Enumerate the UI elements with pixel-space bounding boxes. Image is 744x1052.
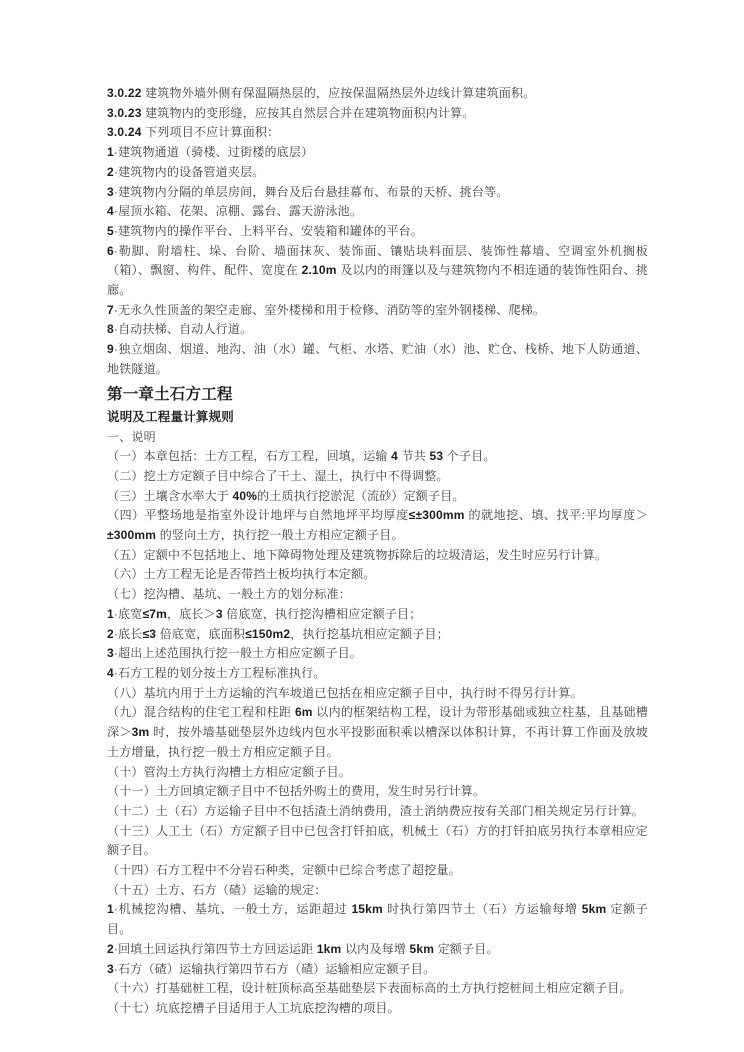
paragraph (107, 881, 648, 901)
text-run: 下列项目不应计算面积： (145, 125, 280, 140)
text-run: 时执行第四节土（石）方运输每增 (382, 902, 582, 917)
bold-text-run: 4 (107, 204, 114, 219)
text-run: （十六）打基础桩工程，设计桩顶标高至基础垫层下表面标高的土方执行挖桩间土相应定额子目。 (107, 981, 632, 996)
rules-subtitle (107, 407, 648, 428)
bold-text-run: ≤3 (142, 626, 157, 641)
bold-text-run: 5km (581, 902, 607, 917)
text-run: （六）土方工程无论是否带挡土板均执行本定额。 (107, 567, 376, 582)
text-run: （十三）人工土（石）方定额子目中已包含打钎拍底，机械土（石）方的打钎拍底另执行本章相应定额子目。 (107, 823, 648, 858)
paragraph (107, 782, 648, 802)
paragraph (107, 822, 648, 861)
paragraph (107, 163, 648, 183)
text-run: （十五）土方、石方（碴）运输的规定： (107, 882, 327, 897)
bold-text-run: 3.0.22 (107, 86, 146, 100)
bold-text-run: 2.10m (301, 263, 337, 278)
bold-text-run: 8 (107, 322, 114, 337)
text-run: ·建筑物内的设备管道夹层。 (113, 164, 265, 179)
bold-text-run: 53 (429, 449, 444, 464)
bold-text-run: 1km (316, 941, 342, 956)
bold-text-run: ≤7m (142, 606, 168, 621)
bold-text-run: ≤±300mm (408, 508, 465, 523)
paragraph (107, 900, 648, 939)
bold-text-run: 1 (107, 902, 114, 917)
paragraph (107, 644, 648, 664)
bold-text-run: 7 (107, 302, 114, 317)
text-run: 建筑物外墙外侧有保温隔热层的，应按保温隔热层外边线计算建筑面积。 (145, 86, 536, 100)
bold-text-run: 3 (107, 184, 114, 199)
paragraph (107, 143, 648, 163)
bold-text-run: 6 (107, 243, 114, 258)
bold-text-run: 5 (107, 223, 114, 238)
paragraph (107, 428, 648, 448)
paragraph (107, 960, 648, 980)
text-run: 节共 (398, 449, 430, 464)
text-run: ·独立烟囱、烟道、地沟、油（水）罐、气柜、水塔、贮油（水）池、贮仓、栈桥、地下人防通道、地铁隧道。 (107, 342, 648, 376)
text-run: 定额子目。 (434, 941, 499, 956)
bold-text-run: 1 (107, 606, 114, 621)
text-run: ·底长 (113, 626, 143, 641)
text-run: （十）管沟土方执行沟槽土方相应定额子目。 (107, 764, 352, 779)
text-run: ·建筑物通道（骑楼、过街楼的底层） (113, 145, 314, 160)
text-run: 定额子目。 (107, 902, 648, 937)
paragraph (107, 123, 648, 143)
paragraph (107, 202, 648, 222)
text-run: 以内及每增 (341, 941, 410, 956)
text-run: （十四）石方工程中不分岩石种类，定额中已综合考虑了超挖量。 (107, 863, 461, 878)
paragraph (107, 183, 648, 203)
text-run: （一）本章包括：土方工程，石方工程，回填，运输 (107, 449, 392, 464)
bold-text-run: 40% (232, 488, 258, 503)
text-run: （十一）土方回填定额子目中不包括外购土的费用，发生时另行计算。 (107, 784, 486, 799)
bold-text-run: 3 (215, 606, 223, 621)
bold-text-run: 2 (107, 164, 114, 179)
text-run: ·建筑物内分隔的单层房间，舞台及后台悬挂幕布、布景的天桥、挑台等。 (113, 184, 509, 199)
bold-text-run: 3.0.24 (107, 125, 146, 140)
text-run: （九）混合结构的住宅工程和柱距 (107, 705, 295, 720)
text-run: ，执行挖基坑相应定额子目； (290, 626, 449, 641)
bold-text-run: 15km (351, 902, 383, 917)
bold-text-run: 说明及工程量计算规则 (107, 409, 235, 424)
paragraph (107, 84, 648, 104)
paragraph (107, 487, 648, 507)
bold-text-run: 2 (107, 941, 114, 956)
text-run: 的就地挖、填、找平:平均厚度＞ (464, 508, 648, 523)
chapter-title (107, 382, 648, 407)
text-run: ·回填土回运执行第四节土方回运运距 (113, 941, 317, 956)
text-run: （三）土壤含水率大于 (107, 488, 233, 503)
paragraph (107, 320, 648, 340)
paragraph (107, 605, 648, 625)
paragraph (107, 999, 648, 1019)
text-run: ，底长＞ (167, 606, 216, 621)
paragraph (107, 664, 648, 684)
text-run: （二）挖土方定额子目中综合了干土、湿土，执行中不得调整。 (107, 468, 449, 483)
text-run: （八）基坑内用于土方运输的汽车坡道已包括在相应定额子目中，执行时不得另行计算。 (107, 685, 583, 700)
document-body (107, 84, 648, 1019)
text-run: ·自动扶梯、自动人行道。 (113, 322, 253, 337)
text-run: ·超出上述范围执行挖一般土方相应定额子目。 (113, 646, 363, 661)
paragraph (107, 763, 648, 783)
bold-text-run: 3.0.23 (107, 105, 146, 120)
text-run: 的土质执行挖淤泥（流砂）定额子目。 (257, 488, 465, 503)
text-run: ·无永久性顶盖的架空走廊、室外楼梯和用于检修、消防等的室外钢楼梯、爬梯。 (113, 302, 546, 317)
paragraph (107, 625, 648, 645)
text-run: 时，按外墙基础垫层外边线内包水平投影面积乘以槽深以体积计算，不再计算工作面及放坡土方增量，执行挖一般土方相应定额子目。 (107, 725, 649, 759)
paragraph (107, 467, 648, 487)
paragraph (107, 546, 648, 566)
text-run: 倍底宽，底面积 (156, 626, 246, 641)
paragraph (107, 506, 648, 545)
paragraph (107, 340, 648, 379)
paragraph (107, 447, 648, 467)
text-run: （十二）土（石）方运输子目中不包括渣土消纳费用，渣土消纳费应按有关部门相关规定另行计算。 (107, 803, 644, 818)
text-run: 个子目。 (443, 449, 496, 464)
paragraph (107, 979, 648, 999)
text-run: 一、说明 (107, 429, 156, 444)
bold-text-run: 6m (294, 705, 313, 720)
text-run: 倍底宽，执行挖沟槽相应定额子目； (222, 606, 422, 621)
bold-text-run: ≤150m2 (245, 626, 291, 641)
bold-text-run: 9 (107, 342, 114, 357)
paragraph (107, 242, 648, 301)
paragraph (107, 703, 648, 762)
text-run: 建筑物内的变形缝，应按其自然层合并在建筑物面积内计算。 (145, 105, 475, 120)
bold-text-run: 4 (107, 665, 114, 680)
text-run: ·屋顶水箱、花架、凉棚、露台、露天游泳池。 (113, 204, 363, 219)
bold-text-run: 4 (391, 449, 399, 464)
bold-text-run: 1 (107, 145, 114, 160)
text-run: ·机械挖沟槽、基坑、一般土方，运距超过 (113, 902, 352, 917)
bold-text-run: 3 (107, 646, 114, 661)
text-run: 的竖向土方，执行挖一般土方相应定额子目。 (156, 528, 404, 543)
text-run: 以内的框架结构工程，设计为带形基础或独立柱基，且基础槽深＞ (107, 705, 648, 740)
paragraph (107, 104, 648, 124)
paragraph (107, 585, 648, 605)
paragraph (107, 802, 648, 822)
text-run: （五）定额中不包括地上、地下障碍物处理及建筑物拆除后的垃圾清运，发生时应另行计算。 (107, 547, 608, 562)
text-run: ·石方（碴）运输执行第四节石方（碴）运输相应定额子目。 (113, 961, 436, 976)
bold-text-run: ±300mm (107, 528, 157, 543)
text-run: 及以内的雨篷以及与建筑物内不相连通的装饰性阳台、挑廊。 (107, 263, 648, 298)
text-run: ·勒脚、附墙柱、垛、台阶、墙面抹灰、装饰面、镶贴块料面层、装饰性幕墙、空调室外机搁板（箱）、飘窗、构件、配件、宽度在 (107, 243, 648, 278)
bold-text-run: 2 (107, 626, 114, 641)
paragraph (107, 301, 648, 321)
paragraph (107, 565, 648, 585)
text-run: ·建筑物内的操作平台、上料平台、安装箱和罐体的平台。 (113, 223, 424, 238)
text-run: ·石方工程的划分按土方工程标准执行。 (113, 665, 326, 680)
text-run: （四）平整场地是指室外设计地坪与自然地坪平均厚度 (107, 508, 409, 523)
text-run: （七）挖沟槽、基坑、一般土方的划分标准： (107, 587, 352, 602)
bold-text-run: 3 (107, 961, 114, 976)
text-run: ·底宽 (113, 606, 143, 621)
paragraph (107, 684, 648, 704)
paragraph (107, 940, 648, 960)
paragraph (107, 222, 648, 242)
bold-text-run: 第一章土石方工程 (107, 385, 233, 403)
text-run: （十七）坑底挖槽子目适用于人工坑底挖沟槽的项目。 (107, 1000, 400, 1015)
paragraph (107, 861, 648, 881)
bold-text-run: 5km (409, 941, 435, 956)
bold-text-run: 3m (131, 725, 150, 740)
